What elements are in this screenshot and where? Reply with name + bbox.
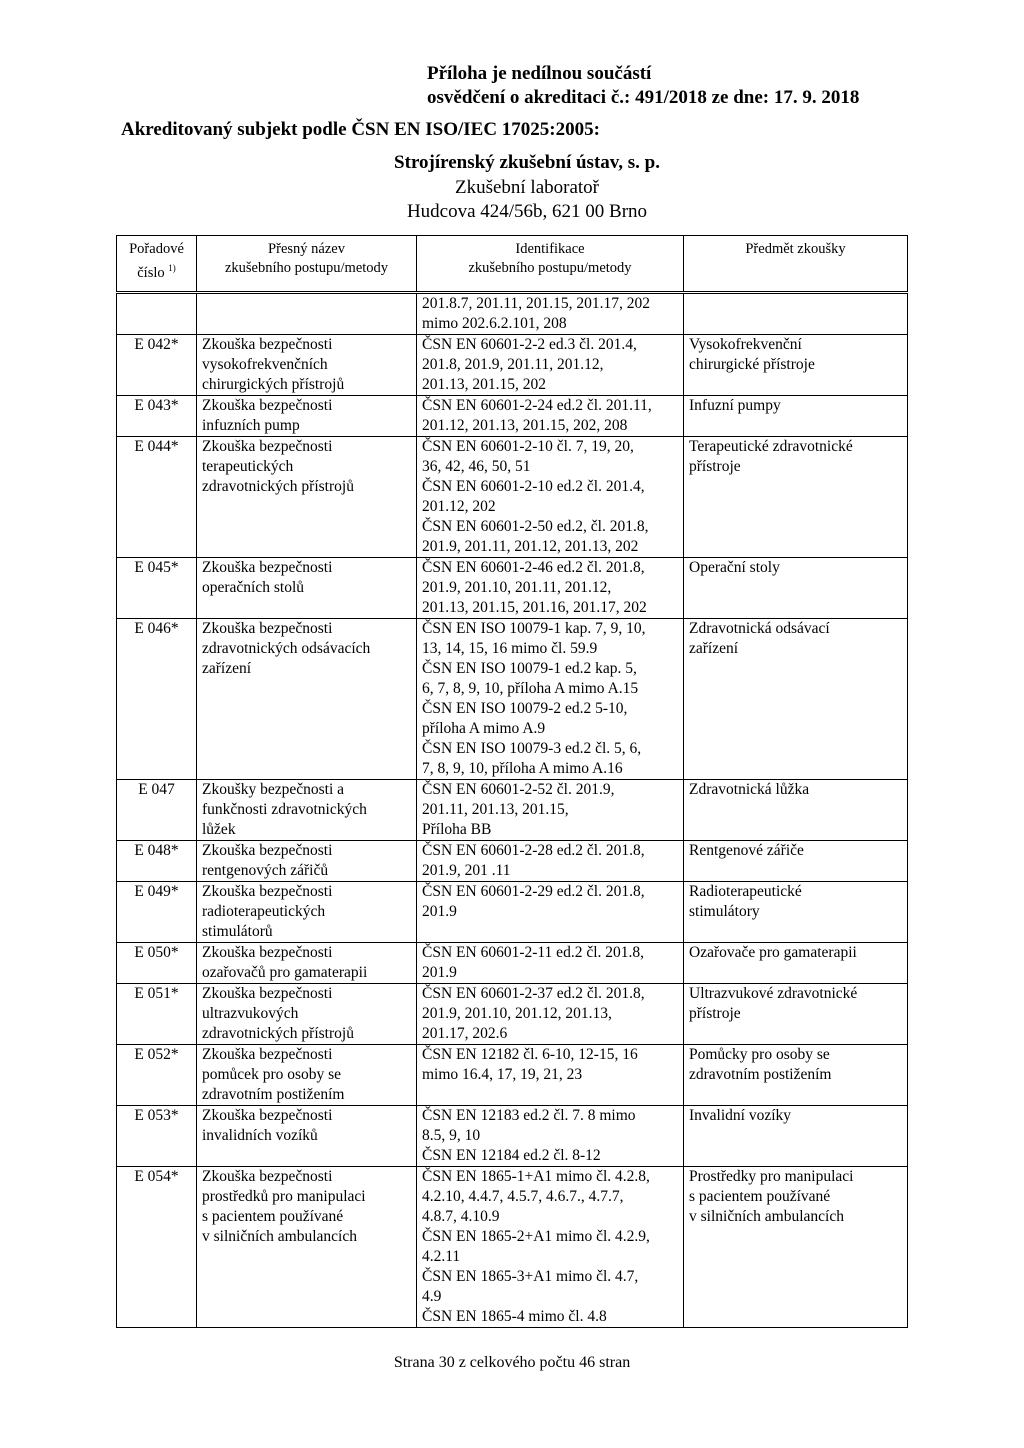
method-identification-line: 201.9 bbox=[422, 964, 457, 981]
test-subject-line: zařízení bbox=[689, 640, 739, 657]
method-number: E 054* bbox=[117, 1167, 197, 1328]
test-subject-line: v silničních ambulancích bbox=[689, 1208, 844, 1225]
test-subject-line: Zdravotnická lůžka bbox=[689, 781, 810, 798]
page-footer: Strana 30 z celkového počtu 46 stran bbox=[393, 1354, 631, 1371]
method-name-line: infuzních pump bbox=[202, 417, 300, 434]
test-subject bbox=[684, 335, 908, 396]
method-name-line: vysokofrekvenčních bbox=[202, 356, 328, 373]
method-identification-line: 201.12, 201.13, 201.15, 202, 208 bbox=[422, 417, 628, 434]
method-name-line: prostředků pro manipulaci bbox=[202, 1188, 366, 1205]
test-subject-line: stimulátory bbox=[689, 903, 760, 920]
method-identification-line: 201.12, 202 bbox=[422, 498, 496, 515]
method-identification bbox=[417, 841, 684, 882]
test-subject-line: Radioterapeutické bbox=[689, 883, 802, 900]
method-name-line: stimulátorů bbox=[202, 923, 273, 940]
method-identification-line: 6, 7, 8, 9, 10, příloha A mimo A.15 bbox=[422, 680, 639, 697]
method-number: E 046* bbox=[117, 619, 197, 780]
method-name-line: Zkouška bezpečnosti bbox=[202, 336, 333, 353]
method-identification-line: ČSN EN 60601-2-11 ed.2 čl. 201.8, bbox=[422, 944, 645, 961]
table-row bbox=[117, 780, 908, 841]
footnote-marker: 1) bbox=[168, 263, 176, 273]
test-subject-line: Vysokofrekvenční bbox=[689, 336, 802, 353]
method-name bbox=[197, 882, 417, 943]
method-identification bbox=[417, 396, 684, 437]
column-header-line2: zkušebního postupu/metody bbox=[224, 260, 389, 276]
organization-name: Strojírenský zkušební ústav, s. p. bbox=[394, 152, 660, 173]
method-identification-line: 201.9 bbox=[422, 903, 457, 920]
method-name-line: chirurgických přístrojů bbox=[202, 376, 345, 393]
test-subject-line: Invalidní vozíky bbox=[689, 1107, 792, 1124]
method-name bbox=[197, 841, 417, 882]
method-name-line: radioterapeutických bbox=[202, 903, 326, 920]
accredited-subject: Akreditovaný subjekt podle ČSN EN ISO/IEC 17025:2005: bbox=[121, 119, 600, 140]
method-identification-line: ČSN EN 12183 ed.2 čl. 7. 8 mimo bbox=[422, 1107, 636, 1124]
method-identification-line: 8.5, 9, 10 bbox=[422, 1127, 481, 1144]
test-subject bbox=[684, 293, 908, 335]
method-identification-line: ČSN EN 1865-3+A1 mimo čl. 4.7, bbox=[422, 1268, 639, 1285]
test-subject bbox=[684, 396, 908, 437]
method-identification-line: ČSN EN 1865-1+A1 mimo čl. 4.2.8, bbox=[422, 1168, 650, 1185]
column-header-name bbox=[197, 236, 417, 293]
method-number: E 045* bbox=[117, 558, 197, 619]
method-name-line: zdravotnických přístrojů bbox=[202, 1025, 354, 1042]
method-identification bbox=[417, 1167, 684, 1328]
table-row bbox=[117, 335, 908, 396]
method-identification-line: 7, 8, 9, 10, příloha A mimo A.16 bbox=[422, 760, 623, 777]
method-number: E 053* bbox=[117, 1106, 197, 1167]
test-subject-line: přístroje bbox=[689, 458, 741, 475]
table-row bbox=[117, 943, 908, 984]
method-name-line: invalidních vozíků bbox=[202, 1127, 318, 1144]
method-identification-line: ČSN EN ISO 10079-1 ed.2 kap. 5, bbox=[422, 660, 637, 677]
method-identification-line: 201.9, 201.10, 201.11, 201.12, bbox=[422, 579, 612, 596]
method-name-line: Zkouška bezpečnosti bbox=[202, 1046, 333, 1063]
method-identification bbox=[417, 558, 684, 619]
test-subject-line: Rentgenové zářiče bbox=[689, 842, 804, 859]
method-number: E 048* bbox=[117, 841, 197, 882]
method-identification-line: 201.13, 201.15, 202 bbox=[422, 376, 546, 393]
test-subject-line: Terapeutické zdravotnické bbox=[689, 438, 853, 455]
method-identification bbox=[417, 943, 684, 984]
method-name-line: Zkouška bezpečnosti bbox=[202, 397, 333, 414]
test-subject-line: Ozařovače pro gamaterapii bbox=[689, 944, 857, 961]
method-name-line: Zkouška bezpečnosti bbox=[202, 559, 333, 576]
test-subject-line: Zdravotnická odsávací bbox=[689, 620, 830, 637]
test-subject-line: Pomůcky pro osoby se bbox=[689, 1046, 830, 1063]
method-name-line: terapeutických bbox=[202, 458, 294, 475]
test-subject bbox=[684, 841, 908, 882]
column-header-identification bbox=[417, 236, 684, 293]
method-name-line: Zkouška bezpečnosti bbox=[202, 985, 333, 1002]
laboratory-name: Zkušební laboratoř bbox=[454, 177, 600, 198]
method-name-line: Zkoušky bezpečnosti a bbox=[202, 781, 345, 798]
method-identification-line: ČSN EN 1865-2+A1 mimo čl. 4.2.9, bbox=[422, 1228, 650, 1245]
method-name-line: Zkouška bezpečnosti bbox=[202, 620, 333, 637]
test-subject-line: zdravotním postižením bbox=[689, 1066, 832, 1083]
table-row bbox=[117, 437, 908, 558]
table-row bbox=[117, 882, 908, 943]
test-subject-line: Ultrazvukové zdravotnické bbox=[689, 985, 858, 1002]
column-header-line1: Předmět zkoušky bbox=[745, 241, 846, 257]
table-row bbox=[117, 1106, 908, 1167]
method-name bbox=[197, 558, 417, 619]
method-identification-line: ČSN EN 60601-2-52 čl. 201.9, bbox=[422, 781, 615, 798]
method-number: E 049* bbox=[117, 882, 197, 943]
method-identification-line: ČSN EN 60601-2-28 ed.2 čl. 201.8, bbox=[422, 842, 645, 859]
method-number bbox=[117, 293, 197, 335]
method-identification bbox=[417, 984, 684, 1045]
test-subject-line: přístroje bbox=[689, 1005, 741, 1022]
table-row bbox=[117, 1045, 908, 1106]
method-identification-line: 201.9, 201 .11 bbox=[422, 862, 511, 879]
method-identification bbox=[417, 335, 684, 396]
method-name-line: zdravotnických odsávacích bbox=[202, 640, 371, 657]
method-identification bbox=[417, 619, 684, 780]
method-identification-line: ČSN EN 60601-2-46 ed.2 čl. 201.8, bbox=[422, 559, 645, 576]
method-name-line: lůžek bbox=[202, 821, 236, 838]
method-name-line: Zkouška bezpečnosti bbox=[202, 438, 333, 455]
method-name-line: ultrazvukových bbox=[202, 1005, 299, 1022]
method-identification-line: 36, 42, 46, 50, 51 bbox=[422, 458, 531, 475]
method-name-line: ozařovačů pro gamaterapii bbox=[202, 964, 368, 981]
method-number: E 044* bbox=[117, 437, 197, 558]
column-header-line2: zkušebního postupu/metody bbox=[468, 260, 632, 276]
table-body bbox=[117, 293, 908, 1328]
test-subject-line: Infuzní pumpy bbox=[689, 397, 781, 414]
table-row bbox=[117, 293, 908, 335]
method-number: E 050* bbox=[117, 943, 197, 984]
method-name-line: operačních stolů bbox=[202, 579, 305, 596]
test-subject-line: Operační stoly bbox=[689, 559, 780, 576]
method-identification bbox=[417, 1106, 684, 1167]
method-identification-line: ČSN EN 60601-2-2 ed.3 čl. 201.4, bbox=[422, 336, 637, 353]
method-name bbox=[197, 619, 417, 780]
method-identification-line: ČSN EN 60601-2-29 ed.2 čl. 201.8, bbox=[422, 883, 645, 900]
method-identification-line: ČSN EN 12182 čl. 6-10, 12-15, 16 bbox=[422, 1046, 638, 1063]
method-identification-line: příloha A mimo A.9 bbox=[422, 720, 546, 737]
column-header-number bbox=[117, 236, 197, 293]
method-name bbox=[197, 437, 417, 558]
table-row bbox=[117, 841, 908, 882]
method-identification-line: 201.11, 201.13, 201.15, bbox=[422, 801, 569, 818]
method-identification-line: 201.8.7, 201.11, 201.15, 201.17, 202 bbox=[422, 295, 651, 312]
method-identification-line: 201.13, 201.15, 201.16, 201.17, 202 bbox=[422, 599, 647, 616]
method-name-line: Zkouška bezpečnosti bbox=[202, 1168, 333, 1185]
test-methods-table bbox=[116, 235, 908, 1328]
table-row bbox=[117, 619, 908, 780]
method-identification bbox=[417, 780, 684, 841]
table-row bbox=[117, 558, 908, 619]
method-name bbox=[197, 780, 417, 841]
method-name bbox=[197, 1045, 417, 1106]
test-subject-line: s pacientem používané bbox=[689, 1188, 831, 1205]
test-subject bbox=[684, 1167, 908, 1328]
annex-note-line1: Příloha je nedílnou součástí bbox=[427, 63, 652, 84]
method-identification bbox=[417, 293, 684, 335]
method-name bbox=[197, 1167, 417, 1328]
method-name bbox=[197, 1106, 417, 1167]
test-subject bbox=[684, 1045, 908, 1106]
method-identification-line: 201.8, 201.9, 201.11, 201.12, bbox=[422, 356, 604, 373]
test-subject-line: chirurgické přístroje bbox=[689, 356, 815, 373]
method-identification-line: ČSN EN ISO 10079-3 ed.2 čl. 5, 6, bbox=[422, 740, 642, 757]
method-identification-line: ČSN EN ISO 10079-1 kap. 7, 9, 10, bbox=[422, 620, 646, 637]
column-header-line1: Přesný název bbox=[268, 241, 345, 257]
test-subject bbox=[684, 437, 908, 558]
method-number: E 043* bbox=[117, 396, 197, 437]
column-header-line1: Pořadové bbox=[129, 241, 184, 257]
method-name bbox=[197, 943, 417, 984]
method-name bbox=[197, 293, 417, 335]
method-name-line: s pacientem používané bbox=[202, 1208, 344, 1225]
method-identification bbox=[417, 437, 684, 558]
annex-note-line2: osvědčení o akreditaci č.: 491/2018 ze dne: 17. 9. 2018 bbox=[427, 87, 860, 108]
method-identification-line: 13, 14, 15, 16 mimo čl. 59.9 bbox=[422, 640, 598, 657]
method-identification-line: mimo 202.6.2.101, 208 bbox=[422, 315, 567, 332]
method-name-line: Zkouška bezpečnosti bbox=[202, 944, 333, 961]
method-name bbox=[197, 335, 417, 396]
method-number: E 052* bbox=[117, 1045, 197, 1106]
method-identification bbox=[417, 1045, 684, 1106]
method-identification-line: 201.9, 201.10, 201.12, 201.13, bbox=[422, 1005, 612, 1022]
method-name-line: zdravotnických přístrojů bbox=[202, 478, 354, 495]
organization-address: Hudcova 424/56b, 621 00 Brno bbox=[406, 201, 648, 222]
column-header-line2: číslo bbox=[137, 265, 165, 281]
method-number: E 042* bbox=[117, 335, 197, 396]
method-name-line: funkčnosti zdravotnických bbox=[202, 801, 367, 818]
method-name-line: zařízení bbox=[202, 660, 252, 677]
test-subject bbox=[684, 882, 908, 943]
method-identification-line: 4.2.10, 4.4.7, 4.5.7, 4.6.7., 4.7.7, bbox=[422, 1188, 624, 1205]
table-header-row bbox=[117, 236, 908, 293]
method-name-line: pomůcek pro osoby se bbox=[202, 1066, 342, 1083]
table-row bbox=[117, 984, 908, 1045]
method-identification-line: ČSN EN 12184 ed.2 čl. 8-12 bbox=[422, 1147, 601, 1164]
method-identification-line: mimo 16.4, 17, 19, 21, 23 bbox=[422, 1066, 583, 1083]
test-subject bbox=[684, 1106, 908, 1167]
test-subject-line: Prostředky pro manipulaci bbox=[689, 1168, 854, 1185]
method-identification-line: 4.8.7, 4.10.9 bbox=[422, 1208, 500, 1225]
method-identification-line: ČSN EN 60601-2-37 ed.2 čl. 201.8, bbox=[422, 985, 645, 1002]
method-name-line: zdravotním postižením bbox=[202, 1086, 345, 1103]
method-name-line: Zkouška bezpečnosti bbox=[202, 1107, 333, 1124]
method-identification-line: ČSN EN ISO 10079-2 ed.2 5-10, bbox=[422, 700, 628, 717]
method-identification bbox=[417, 882, 684, 943]
method-name-line: v silničních ambulancích bbox=[202, 1228, 357, 1245]
table-row bbox=[117, 1167, 908, 1328]
test-subject bbox=[684, 984, 908, 1045]
method-number: E 051* bbox=[117, 984, 197, 1045]
test-subject bbox=[684, 780, 908, 841]
method-name-line: Zkouška bezpečnosti bbox=[202, 883, 333, 900]
method-identification-line: Příloha BB bbox=[422, 821, 492, 838]
method-number: E 047 bbox=[117, 780, 197, 841]
method-identification-line: ČSN EN 60601-2-50 ed.2, čl. 201.8, bbox=[422, 518, 649, 535]
method-name bbox=[197, 984, 417, 1045]
method-identification-line: 201.17, 202.6 bbox=[422, 1025, 508, 1042]
test-subject bbox=[684, 558, 908, 619]
method-name bbox=[197, 396, 417, 437]
method-name-line: Zkouška bezpečnosti bbox=[202, 842, 333, 859]
table-row bbox=[117, 396, 908, 437]
column-header-line1: Identifikace bbox=[515, 241, 585, 257]
column-header-subject bbox=[684, 236, 908, 293]
method-identification-line: ČSN EN 60601-2-24 ed.2 čl. 201.11, bbox=[422, 397, 652, 414]
method-identification-line: 4.9 bbox=[422, 1288, 442, 1305]
test-subject bbox=[684, 943, 908, 984]
method-identification-line: ČSN EN 60601-2-10 čl. 7, 19, 20, bbox=[422, 438, 634, 455]
method-identification-line: ČSN EN 1865-4 mimo čl. 4.8 bbox=[422, 1308, 607, 1325]
method-identification-line: 4.2.11 bbox=[422, 1248, 461, 1265]
test-subject bbox=[684, 619, 908, 780]
method-identification-line: ČSN EN 60601-2-10 ed.2 čl. 201.4, bbox=[422, 478, 645, 495]
method-identification-line: 201.9, 201.11, 201.12, 201.13, 202 bbox=[422, 538, 639, 555]
method-name-line: rentgenových zářičů bbox=[202, 862, 329, 879]
